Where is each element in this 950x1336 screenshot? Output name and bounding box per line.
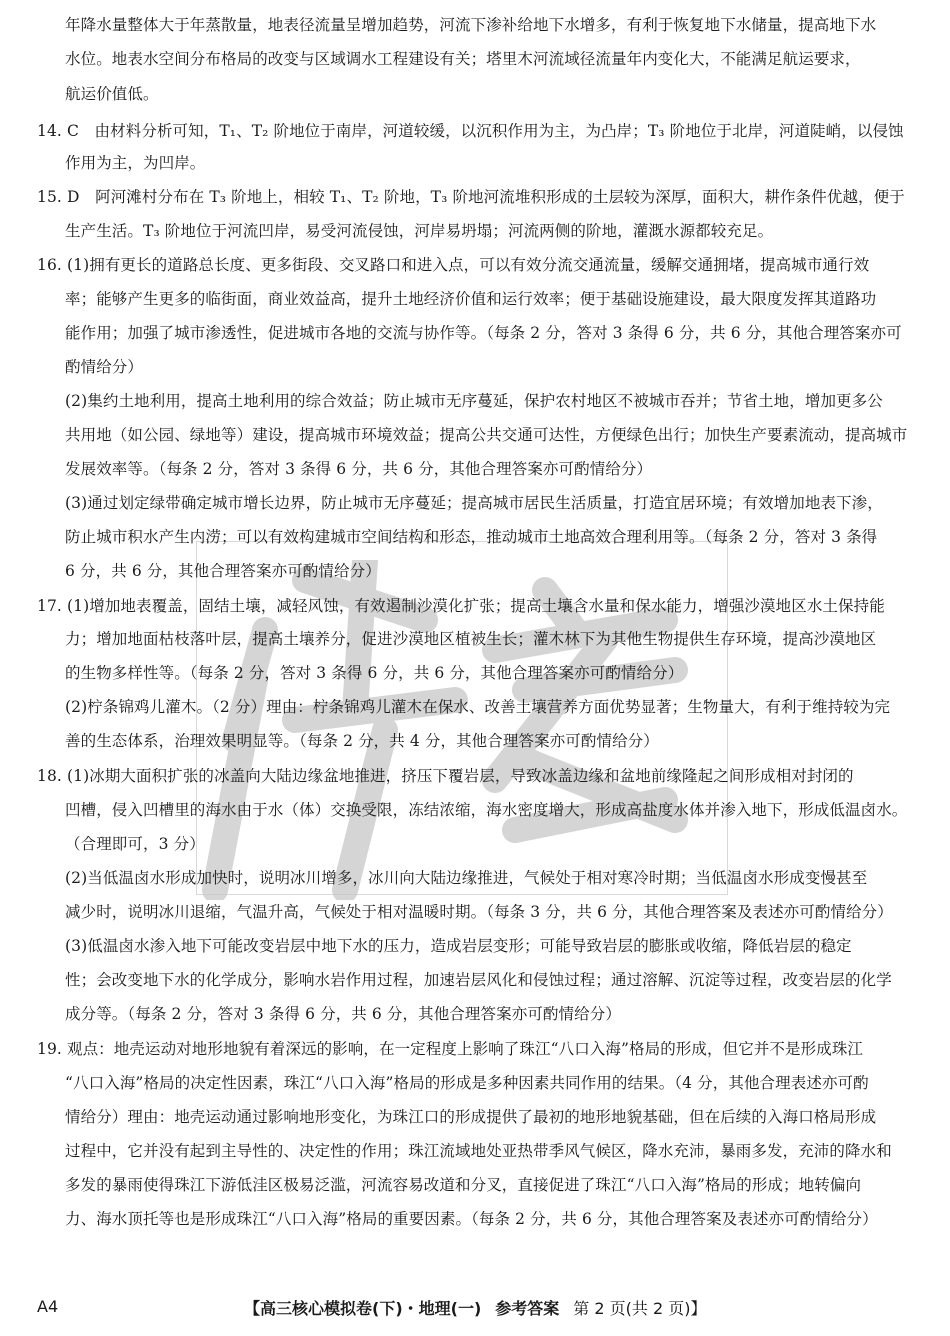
text-line: (2)柠条锦鸡儿灌木。（2 分）理由：柠条锦鸡儿灌木在保水、改善土壤营养方面优势显著；生物量大，有利于维持较为完 [65, 698, 891, 716]
text-line: 情给分）理由：地壳运动通过影响地形变化，为珠江口的形成提供了最初的地形地貌基础，但在后续的入海口格局形成 [65, 1108, 877, 1126]
text-line: 能作用；加强了城市渗透性，促进城市各地的交流与协作等。（每条 2 分，答对 3 条得 6 分，共 6 分，其他合理答案亦可 [65, 324, 902, 342]
question-16: 16. (1)拥有更长的道路总长度、更多街段、交叉路口和进入点，可以有效分流交通流量，缓解交通拥堵，提高城市通行效 [37, 256, 870, 274]
text-line: 多发的暴雨使得珠江下游低洼区极易泛滥，河流容易改道和分叉，直接促进了珠江“八口入海”格局的形成；地转偏向 [65, 1176, 862, 1194]
paper-size-label: A4 [37, 1297, 59, 1316]
text-line: 生产生活。T₃ 阶地位于河流凹岸，易受河流侵蚀，河岸易坍塌；河流两侧的阶地，灌溉水源都较充足。 [65, 222, 774, 240]
question-17: 17. (1)增加地表覆盖，固结土壤，减轻风蚀，有效遏制沙漠化扩张；提高土壤含水量和保水能力，增强沙漠地区水土保持能 [37, 597, 885, 615]
text-line: 性；会改变地下水的化学成分，影响水岩作用过程，加速岩层风化和侵蚀过程；通过溶解、沉淀等过程，改变岩层的化学 [65, 971, 892, 989]
question-18: 18. (1)冰期大面积扩张的冰盖向大陆边缘盆地推进，挤压下覆岩层，导致冰盖边缘和盆地前缘隆起之间形成相对封闭的 [37, 767, 854, 785]
text-line: 作用为主，为凹岸。 [65, 154, 206, 172]
text-line: (3)低温卤水渗入地下可能改变岩层中地下水的压力，造成岩层变形；可能导致岩层的膨胀或收缩，降低岩层的稳定 [65, 937, 852, 955]
text-line: 力、海水顶托等也是形成珠江“八口入海”格局的重要因素。（每条 2 分，共 6 分，其他合理答案及表述亦可酌情给分） [65, 1210, 878, 1228]
text-line: “八口入海”格局的决定性因素，珠江“八口入海”格局的形成是多种因素共同作用的结果。（4 分，其他合理表述亦可酌 [65, 1074, 869, 1092]
text-line: 减少时，说明冰川退缩，气温升高，气候处于相对温暖时期。（每条 3 分，共 6 分，其他合理答案及表述亦可酌情给分） [65, 903, 893, 921]
text-line: 防止城市积水产生内涝；可以有效构建城市空间结构和形态，推动城市土地高效合理利用等。（每条 2 分，答对 3 条得 [65, 528, 878, 546]
question-14: 14. C 由材料分析可知，T₁、T₂ 阶地位于南岸，河道较缓，以沉积作用为主，为凸岸；T₃ 阶地位于北岸，河道陡峭，以侵蚀 [37, 122, 904, 140]
page-footer [244, 1296, 706, 1319]
text-line: 的生物多样性等。（每条 2 分，答对 3 条得 6 分，共 6 分，其他合理答案亦可酌情给分） [65, 664, 684, 682]
question-19: 19. 观点：地壳运动对地形地貌有着深远的影响，在一定程度上影响了珠江“八口入海”格局的形成，但它并不是形成珠江 [37, 1040, 864, 1058]
text-line: 凹槽，侵入凹槽里的海水由于水（体）交换受限，冻结浓缩，海水密度增大，形成高盐度水体并渗入地下，形成低温卤水。 [65, 801, 908, 819]
text-line: 航运价值低。 [65, 85, 159, 103]
text-line: (3)通过划定绿带确定城市增长边界，防止城市无序蔓延；提高城市居民生活质量，打造宜居环境；有效增加地表下渗， [65, 494, 883, 512]
text-line: 6 分，共 6 分，其他合理答案亦可酌情给分） [65, 562, 381, 580]
text-line: 力；增加地面枯枝落叶层，提高土壤养分，促进沙漠地区植被生长；灌木林下为其他生物提供生存环境，提高沙漠地区 [65, 630, 877, 648]
text-line: 酌情给分） [65, 358, 144, 376]
text-line: 共用地（如公园、绿地等）建设，提高城市环境效益；提高公共交通可达性，方便绿色出行；加快生产要素流动，提高城市 [65, 426, 908, 444]
footer-page-number: 第 2 页(共 2 页)】 [573, 1299, 707, 1318]
text-line: 成分等。（每条 2 分，答对 3 条得 6 分，共 6 分，其他合理答案亦可酌情给分） [65, 1005, 621, 1023]
text-line: 善的生态体系，治理效果明显等。（每条 2 分，共 4 分，其他合理答案亦可酌情给分） [65, 732, 659, 750]
text-line: (2)当低温卤水形成加快时，说明冰川增多，冰川向大陆边缘推进，气候处于相对寒冷时期；当低温卤水形成变慢甚至 [65, 869, 868, 887]
text-line: 率；能够产生更多的临街面，商业效益高，提升土地经济价值和运行效率；便于基础设施建设，最大限度发挥其道路功 [65, 290, 877, 308]
text-line: 年降水量整体大于年蒸散量，地表径流量呈增加趋势，河流下渗补给地下水增多，有利于恢复地下水储量，提高地下水 [65, 16, 877, 34]
text-line: （合理即可，3 分） [65, 835, 205, 853]
footer-section: 参考答案 [495, 1299, 560, 1318]
question-15: 15. D 阿河滩村分布在 T₃ 阶地上，相较 T₁、T₂ 阶地，T₃ 阶地河流堆积形成的土层较为深厚，面积大，耕作条件优越，便于 [37, 188, 905, 206]
text-line: 过程中，它并没有起到主导性的、决定性的作用；珠江流域地处亚热带季风气候区，降水充沛，暴雨多发，充沛的降水和 [65, 1142, 892, 1160]
text-line: (2)集约土地利用，提高土地利用的综合效益；防止城市无序蔓延，保护农村地区不被城市吞并；节省土地，增加更多公 [65, 392, 883, 410]
text-line: 发展效率等。（每条 2 分，答对 3 条得 6 分，共 6 分，其他合理答案亦可酌情给分） [65, 460, 653, 478]
footer-title: 【高三核心模拟卷(下)・地理(一) [244, 1299, 482, 1318]
text-line: 水位。地表水空间分布格局的改变与区域调水工程建设有关；塔里木河流域径流量年内变化大，不能满足航运要求， [65, 50, 861, 68]
